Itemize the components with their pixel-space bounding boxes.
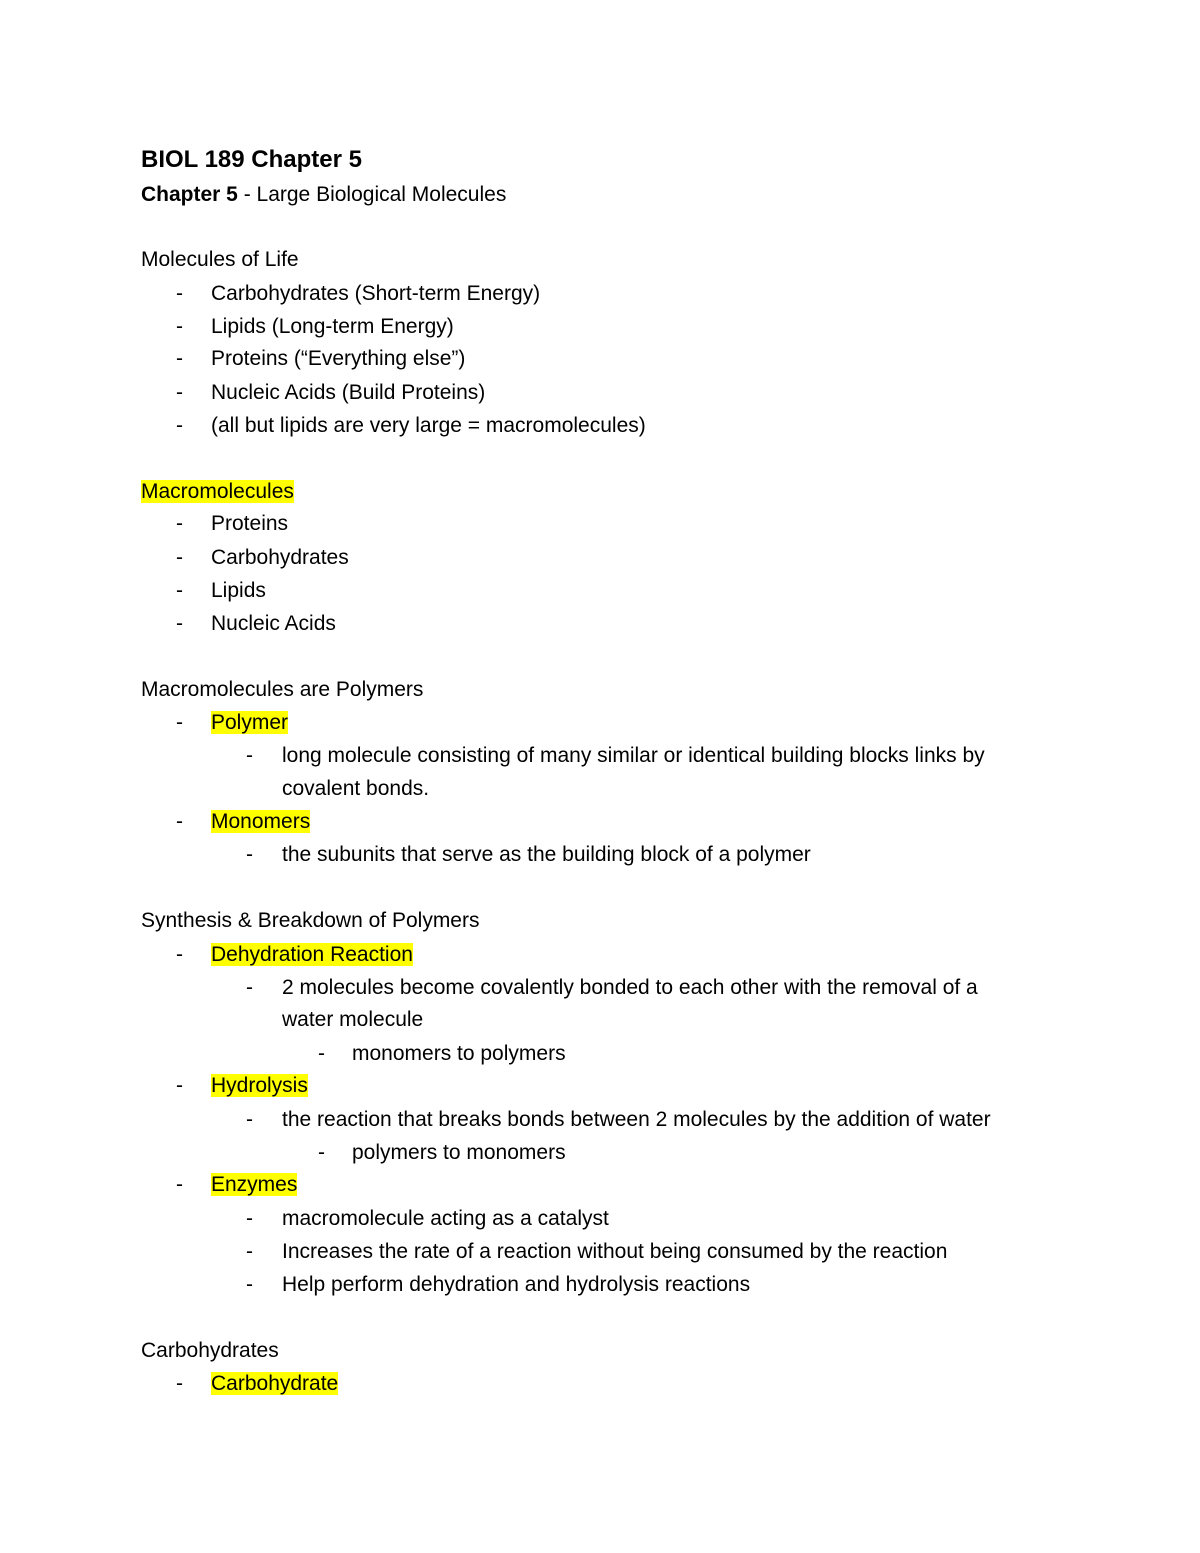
list-item: Nucleic Acids	[211, 612, 336, 635]
bullet-dash: -	[176, 414, 183, 437]
bullet-dash: -	[176, 943, 183, 966]
list-item: (all but lipids are very large = macromolecules)	[211, 414, 646, 437]
document-subtitle	[141, 180, 506, 210]
definition-line: the reaction that breaks bonds between 2 molecules by the addition of water	[282, 1108, 991, 1131]
term-hydrolysis	[211, 1071, 308, 1101]
bullet-dash: -	[318, 1042, 325, 1065]
bullet-dash: -	[246, 843, 253, 866]
sub-definition-line: polymers to monomers	[352, 1141, 566, 1164]
highlighted-term: Carbohydrate	[211, 1372, 339, 1395]
sub-definition-line: monomers to polymers	[352, 1042, 566, 1065]
definition-line: 2 molecules become covalently bonded to each other with the removal of a	[282, 976, 978, 999]
list-item: Proteins	[211, 512, 289, 535]
definition-line: covalent bonds.	[282, 777, 430, 800]
list-item: Carbohydrates (Short-term Energy)	[211, 282, 541, 305]
list-item: Carbohydrates	[211, 546, 349, 569]
bullet-dash: -	[176, 546, 183, 569]
subtitle-topic: - Large Biological Molecules	[237, 183, 507, 206]
bullet-dash: -	[246, 1207, 253, 1230]
bullet-dash: -	[176, 512, 183, 535]
bullet-dash: -	[176, 1173, 183, 1196]
term-enzymes	[211, 1170, 297, 1200]
list-item: Nucleic Acids (Build Proteins)	[211, 381, 486, 404]
term-polymer	[211, 708, 288, 738]
term-dehydration-reaction	[211, 940, 413, 970]
definition-line: long molecule consisting of many similar or identical building blocks links by	[282, 744, 985, 767]
bullet-dash: -	[246, 1240, 253, 1263]
definition-line: water molecule	[282, 1008, 424, 1031]
list-item: Proteins (“Everything else”)	[211, 347, 466, 370]
section-heading-carbohydrates: Carbohydrates	[141, 1339, 279, 1362]
term-monomers	[211, 807, 310, 837]
bullet-dash: -	[176, 810, 183, 833]
definition-line: Increases the rate of a reaction without being consumed by the reaction	[282, 1240, 948, 1263]
highlighted-term: Polymer	[211, 711, 289, 734]
highlighted-term: Hydrolysis	[211, 1074, 308, 1097]
bullet-dash: -	[246, 1273, 253, 1296]
highlighted-term: Macromolecules	[141, 480, 294, 503]
section-heading-synthesis: Synthesis & Breakdown of Polymers	[141, 909, 480, 932]
section-heading-polymers: Macromolecules are Polymers	[141, 678, 424, 701]
bullet-dash: -	[318, 1141, 325, 1164]
highlighted-term: Enzymes	[211, 1173, 298, 1196]
bullet-dash: -	[176, 612, 183, 635]
bullet-dash: -	[176, 579, 183, 602]
bullet-dash: -	[246, 744, 253, 767]
list-item: Lipids (Long-term Energy)	[211, 315, 454, 338]
subtitle-chapter-label: Chapter 5	[141, 183, 238, 206]
section-heading-molecules-of-life: Molecules of Life	[141, 248, 299, 271]
highlighted-term: Dehydration Reaction	[211, 943, 413, 966]
definition-line: Help perform dehydration and hydrolysis reactions	[282, 1273, 751, 1296]
bullet-dash: -	[176, 315, 183, 338]
bullet-dash: -	[176, 711, 183, 734]
highlighted-term: Monomers	[211, 810, 311, 833]
section-heading-macromolecules	[141, 477, 294, 507]
bullet-dash: -	[176, 1372, 183, 1395]
document-title: BIOL 189 Chapter 5	[141, 146, 362, 173]
definition-line: macromolecule acting as a catalyst	[282, 1207, 609, 1230]
list-item: Lipids	[211, 579, 266, 602]
bullet-dash: -	[176, 1074, 183, 1097]
bullet-dash: -	[246, 1108, 253, 1131]
bullet-dash: -	[176, 381, 183, 404]
term-carbohydrate	[211, 1369, 338, 1399]
bullet-dash: -	[176, 282, 183, 305]
definition-line: the subunits that serve as the building block of a polymer	[282, 843, 811, 866]
bullet-dash: -	[246, 976, 253, 999]
bullet-dash: -	[176, 347, 183, 370]
